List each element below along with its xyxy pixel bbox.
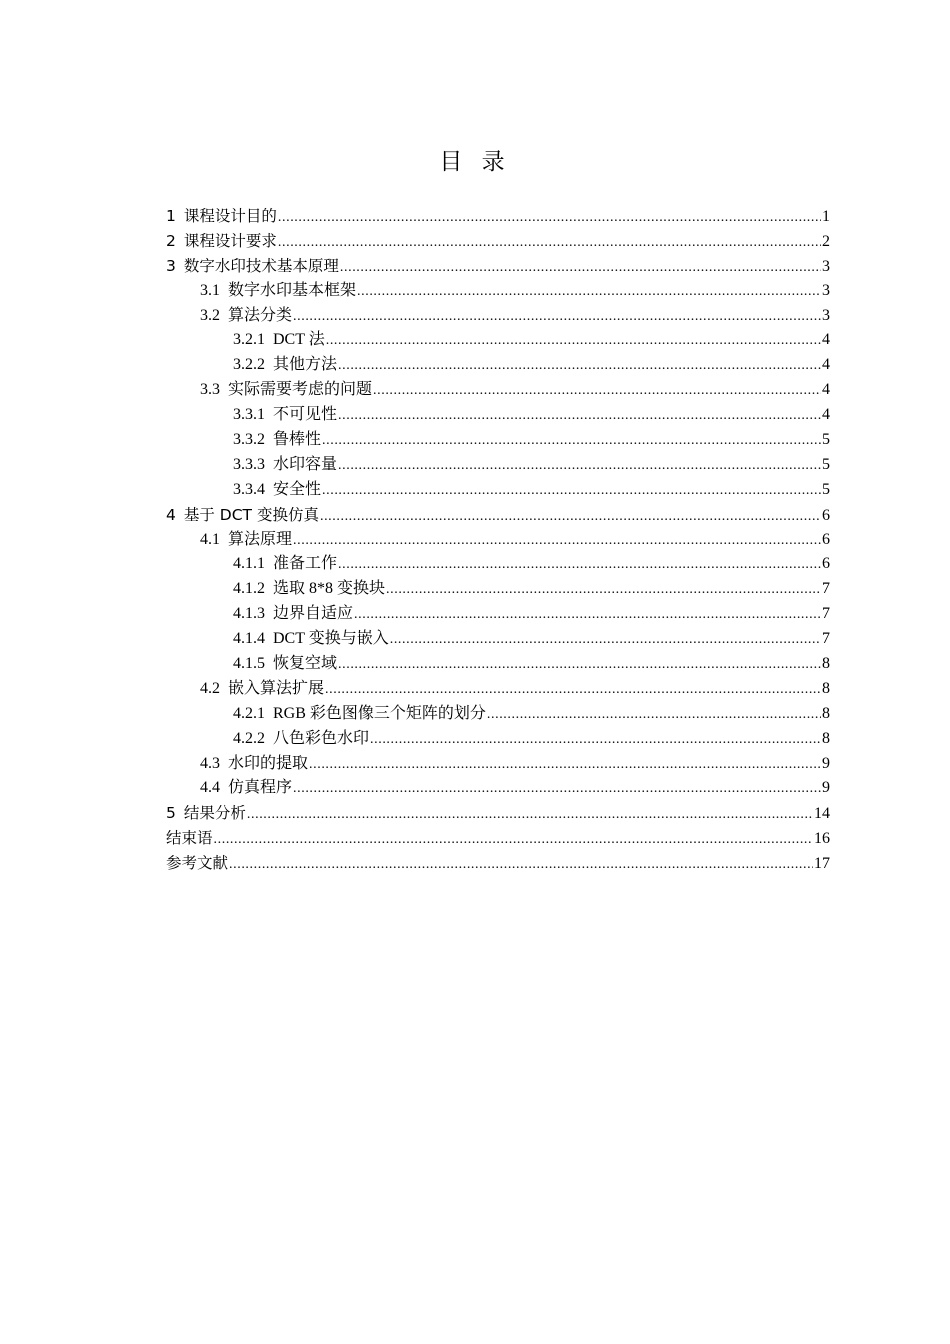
toc-page-number: 9 — [822, 779, 830, 797]
toc-dot-leader — [247, 803, 813, 828]
toc-entry-title — [233, 652, 337, 677]
toc-dot-leader — [386, 578, 821, 603]
toc-entry-label: 水印的提取 — [228, 754, 309, 772]
toc-entry[interactable] — [166, 677, 830, 702]
toc-entry-label: 其他方法 — [273, 356, 338, 374]
toc-entry-title — [233, 602, 353, 627]
toc-entry-number: 1 — [166, 207, 176, 225]
toc-page-number: 4 — [822, 331, 830, 349]
toc-entry-number: 3.3 — [200, 381, 220, 399]
toc-entry-number: 4.3 — [200, 754, 220, 772]
toc-entry-label: RGB 彩色图像三个矩阵的划分 — [273, 704, 486, 722]
toc-dot-leader — [325, 678, 821, 703]
toc-entry-label: 基于 DCT 变换仿真 — [183, 505, 319, 524]
toc-entry-title — [200, 279, 356, 304]
toc-entry-title — [166, 254, 339, 279]
toc-entry-label: 仿真程序 — [228, 779, 293, 797]
toc-entry-title — [233, 552, 337, 577]
toc-dot-leader — [357, 280, 821, 305]
toc-entry-label: 选取 8*8 变换块 — [273, 580, 386, 598]
toc-entry-label: 数字水印技术基本原理 — [183, 256, 339, 275]
toc-entry-number: 3.3.3 — [233, 455, 265, 473]
toc-page-number: 4 — [822, 406, 830, 424]
toc-page-number: 8 — [822, 655, 830, 673]
toc-page-number: 7 — [822, 605, 830, 623]
toc-entry-label: 数字水印基本框架 — [228, 281, 357, 299]
toc-entry-label: 结束语 — [166, 829, 213, 848]
toc-dot-leader — [338, 553, 821, 578]
toc-entry-label: 不可见性 — [273, 406, 338, 424]
toc-page-number: 9 — [822, 754, 830, 772]
toc-dot-leader — [487, 703, 821, 728]
toc-dot-leader — [338, 653, 821, 678]
toc-entry-label: DCT 法 — [273, 331, 325, 349]
toc-page-number: 6 — [822, 506, 830, 524]
toc-dot-leader — [320, 505, 821, 530]
toc-page-number: 5 — [822, 431, 830, 449]
toc-entry-number: 4.2 — [200, 679, 220, 697]
toc-entry[interactable] — [166, 776, 830, 801]
toc-dot-leader — [373, 379, 821, 404]
toc-entry[interactable] — [166, 378, 830, 403]
toc-entry[interactable] — [166, 204, 830, 229]
toc-entry[interactable] — [166, 602, 830, 627]
toc-page-number: 6 — [822, 555, 830, 573]
toc-entry-number: 3.3.4 — [233, 480, 265, 498]
toc-entry-title — [233, 702, 486, 727]
toc-entry[interactable] — [166, 577, 830, 602]
toc-entry-label: 算法分类 — [228, 306, 293, 324]
toc-entry-title — [166, 204, 277, 229]
toc-page-number: 14 — [814, 805, 830, 823]
toc-entry-title — [200, 378, 372, 403]
toc-entry[interactable] — [166, 851, 830, 876]
toc-entry-title — [166, 826, 213, 851]
toc-entry-label: 八色彩色水印 — [273, 729, 370, 747]
toc-entry-title — [166, 801, 246, 826]
toc-entry[interactable] — [166, 403, 830, 428]
toc-dot-leader — [340, 256, 821, 281]
toc-page-number: 8 — [822, 679, 830, 697]
toc-entry-title — [200, 776, 292, 801]
toc-entry[interactable] — [166, 328, 830, 353]
toc-page-number: 17 — [814, 855, 830, 873]
toc-title: 目 录 — [439, 149, 511, 175]
toc-dot-leader — [278, 206, 821, 231]
toc-entry[interactable] — [166, 727, 830, 752]
toc-entry-title — [233, 453, 337, 478]
toc-entry-title — [200, 304, 292, 329]
toc-entry-label: 准备工作 — [273, 555, 338, 573]
toc-entry-label: 安全性 — [273, 480, 322, 498]
toc-entry-number: 4 — [166, 505, 176, 524]
toc-entry-label: 参考文献 — [166, 854, 229, 873]
toc-entry-label: 实际需要考虑的问题 — [228, 381, 373, 399]
toc-entry-title — [200, 528, 292, 553]
toc-entry-label: DCT 变换与嵌入 — [273, 630, 389, 648]
toc-entry-number: 5 — [166, 804, 176, 823]
toc-entry-number: 3.2 — [200, 306, 220, 324]
toc-entry[interactable] — [166, 752, 830, 777]
toc-entry-label: 课程设计目的 — [183, 207, 277, 225]
toc-entry-label: 水印容量 — [273, 455, 338, 473]
toc-dot-leader — [293, 305, 821, 330]
toc-entry-title — [233, 353, 337, 378]
toc-entry-number: 2 — [166, 231, 176, 250]
toc-entry-title — [233, 627, 389, 652]
toc-entry-label: 恢复空域 — [273, 655, 338, 673]
toc-dot-leader — [214, 828, 813, 853]
toc-entry-number: 4.1.3 — [233, 605, 265, 623]
toc-dot-leader — [278, 231, 821, 256]
toc-entry[interactable] — [166, 826, 830, 851]
toc-page-number: 3 — [822, 257, 830, 275]
toc-entry[interactable] — [166, 528, 830, 553]
toc-page-number: 5 — [822, 480, 830, 498]
toc-entry[interactable] — [166, 552, 830, 577]
toc-entry-number: 4.1 — [200, 530, 220, 548]
toc-dot-leader — [293, 777, 821, 802]
toc-entry-title — [233, 727, 369, 752]
toc-entry-number: 3.1 — [200, 281, 220, 299]
toc-entry[interactable] — [166, 801, 830, 826]
toc-page-number: 4 — [822, 381, 830, 399]
toc-entry-number: 4.1.4 — [233, 630, 265, 648]
toc-page-number: 7 — [822, 630, 830, 648]
toc-page-number: 16 — [814, 830, 830, 848]
toc-entry-title — [233, 577, 385, 602]
toc-dot-leader — [370, 728, 821, 753]
toc-dot-leader — [293, 529, 821, 554]
toc-page-number: 2 — [822, 232, 830, 250]
toc-entry[interactable] — [166, 279, 830, 304]
toc-entry-title — [166, 851, 228, 876]
toc-dot-leader — [322, 429, 821, 454]
toc-entry-number: 3.3.1 — [233, 406, 265, 424]
toc-entry-label: 嵌入算法扩展 — [228, 679, 325, 697]
toc-page-number: 5 — [822, 455, 830, 473]
toc-dot-leader — [322, 479, 821, 504]
toc-page-number: 3 — [822, 281, 830, 299]
toc-entry-title — [233, 428, 321, 453]
toc-entry-number: 4.4 — [200, 779, 220, 797]
toc-entry-label: 课程设计要求 — [183, 231, 277, 250]
toc-entry-number: 3.2.2 — [233, 356, 265, 374]
toc-entry[interactable] — [166, 478, 830, 503]
toc-dot-leader — [326, 329, 821, 354]
toc-dot-leader — [338, 454, 821, 479]
toc-list — [166, 204, 830, 876]
toc-dot-leader — [338, 354, 821, 379]
toc-dot-leader — [229, 853, 813, 878]
toc-entry-title — [200, 677, 324, 702]
toc-entry[interactable] — [166, 304, 830, 329]
toc-entry[interactable] — [166, 453, 830, 478]
toc-entry-number: 4.2.1 — [233, 704, 265, 722]
toc-entry-number: 4.1.2 — [233, 580, 265, 598]
toc-entry[interactable] — [166, 652, 830, 677]
toc-page-number: 3 — [822, 306, 830, 324]
toc-entry-title — [200, 752, 308, 777]
toc-entry[interactable] — [166, 627, 830, 652]
toc-entry-number: 3.3.2 — [233, 431, 265, 449]
toc-entry-label: 算法原理 — [228, 530, 293, 548]
toc-page-number: 1 — [822, 208, 830, 225]
toc-page-number: 6 — [822, 530, 830, 548]
toc-entry-number: 3.2.1 — [233, 331, 265, 349]
toc-entry[interactable] — [166, 428, 830, 453]
toc-dot-leader — [390, 628, 821, 653]
toc-page-number: 8 — [822, 729, 830, 747]
toc-page-number: 7 — [822, 580, 830, 598]
toc-entry-title — [233, 478, 321, 503]
toc-entry[interactable] — [166, 254, 830, 279]
toc-entry-label: 边界自适应 — [273, 605, 354, 623]
toc-entry[interactable] — [166, 353, 830, 378]
toc-entry-label: 结果分析 — [183, 804, 246, 823]
toc-entry-number: 3 — [166, 256, 176, 275]
toc-dot-leader — [354, 603, 821, 628]
toc-entry[interactable] — [166, 702, 830, 727]
toc-dot-leader — [338, 404, 821, 429]
toc-entry-number: 4.1.1 — [233, 555, 265, 573]
toc-entry-title — [233, 328, 325, 353]
toc-entry-title — [233, 403, 337, 428]
toc-entry-title — [166, 229, 277, 254]
toc-entry-number: 4.2.2 — [233, 729, 265, 747]
toc-entry-label: 鲁棒性 — [273, 431, 322, 449]
toc-entry[interactable] — [166, 229, 830, 254]
toc-page-number: 4 — [822, 356, 830, 374]
toc-entry[interactable] — [166, 503, 830, 528]
toc-entry-title — [166, 503, 319, 528]
toc-dot-leader — [309, 753, 821, 778]
toc-entry-number: 4.1.5 — [233, 655, 265, 673]
toc-page-number: 8 — [822, 704, 830, 722]
